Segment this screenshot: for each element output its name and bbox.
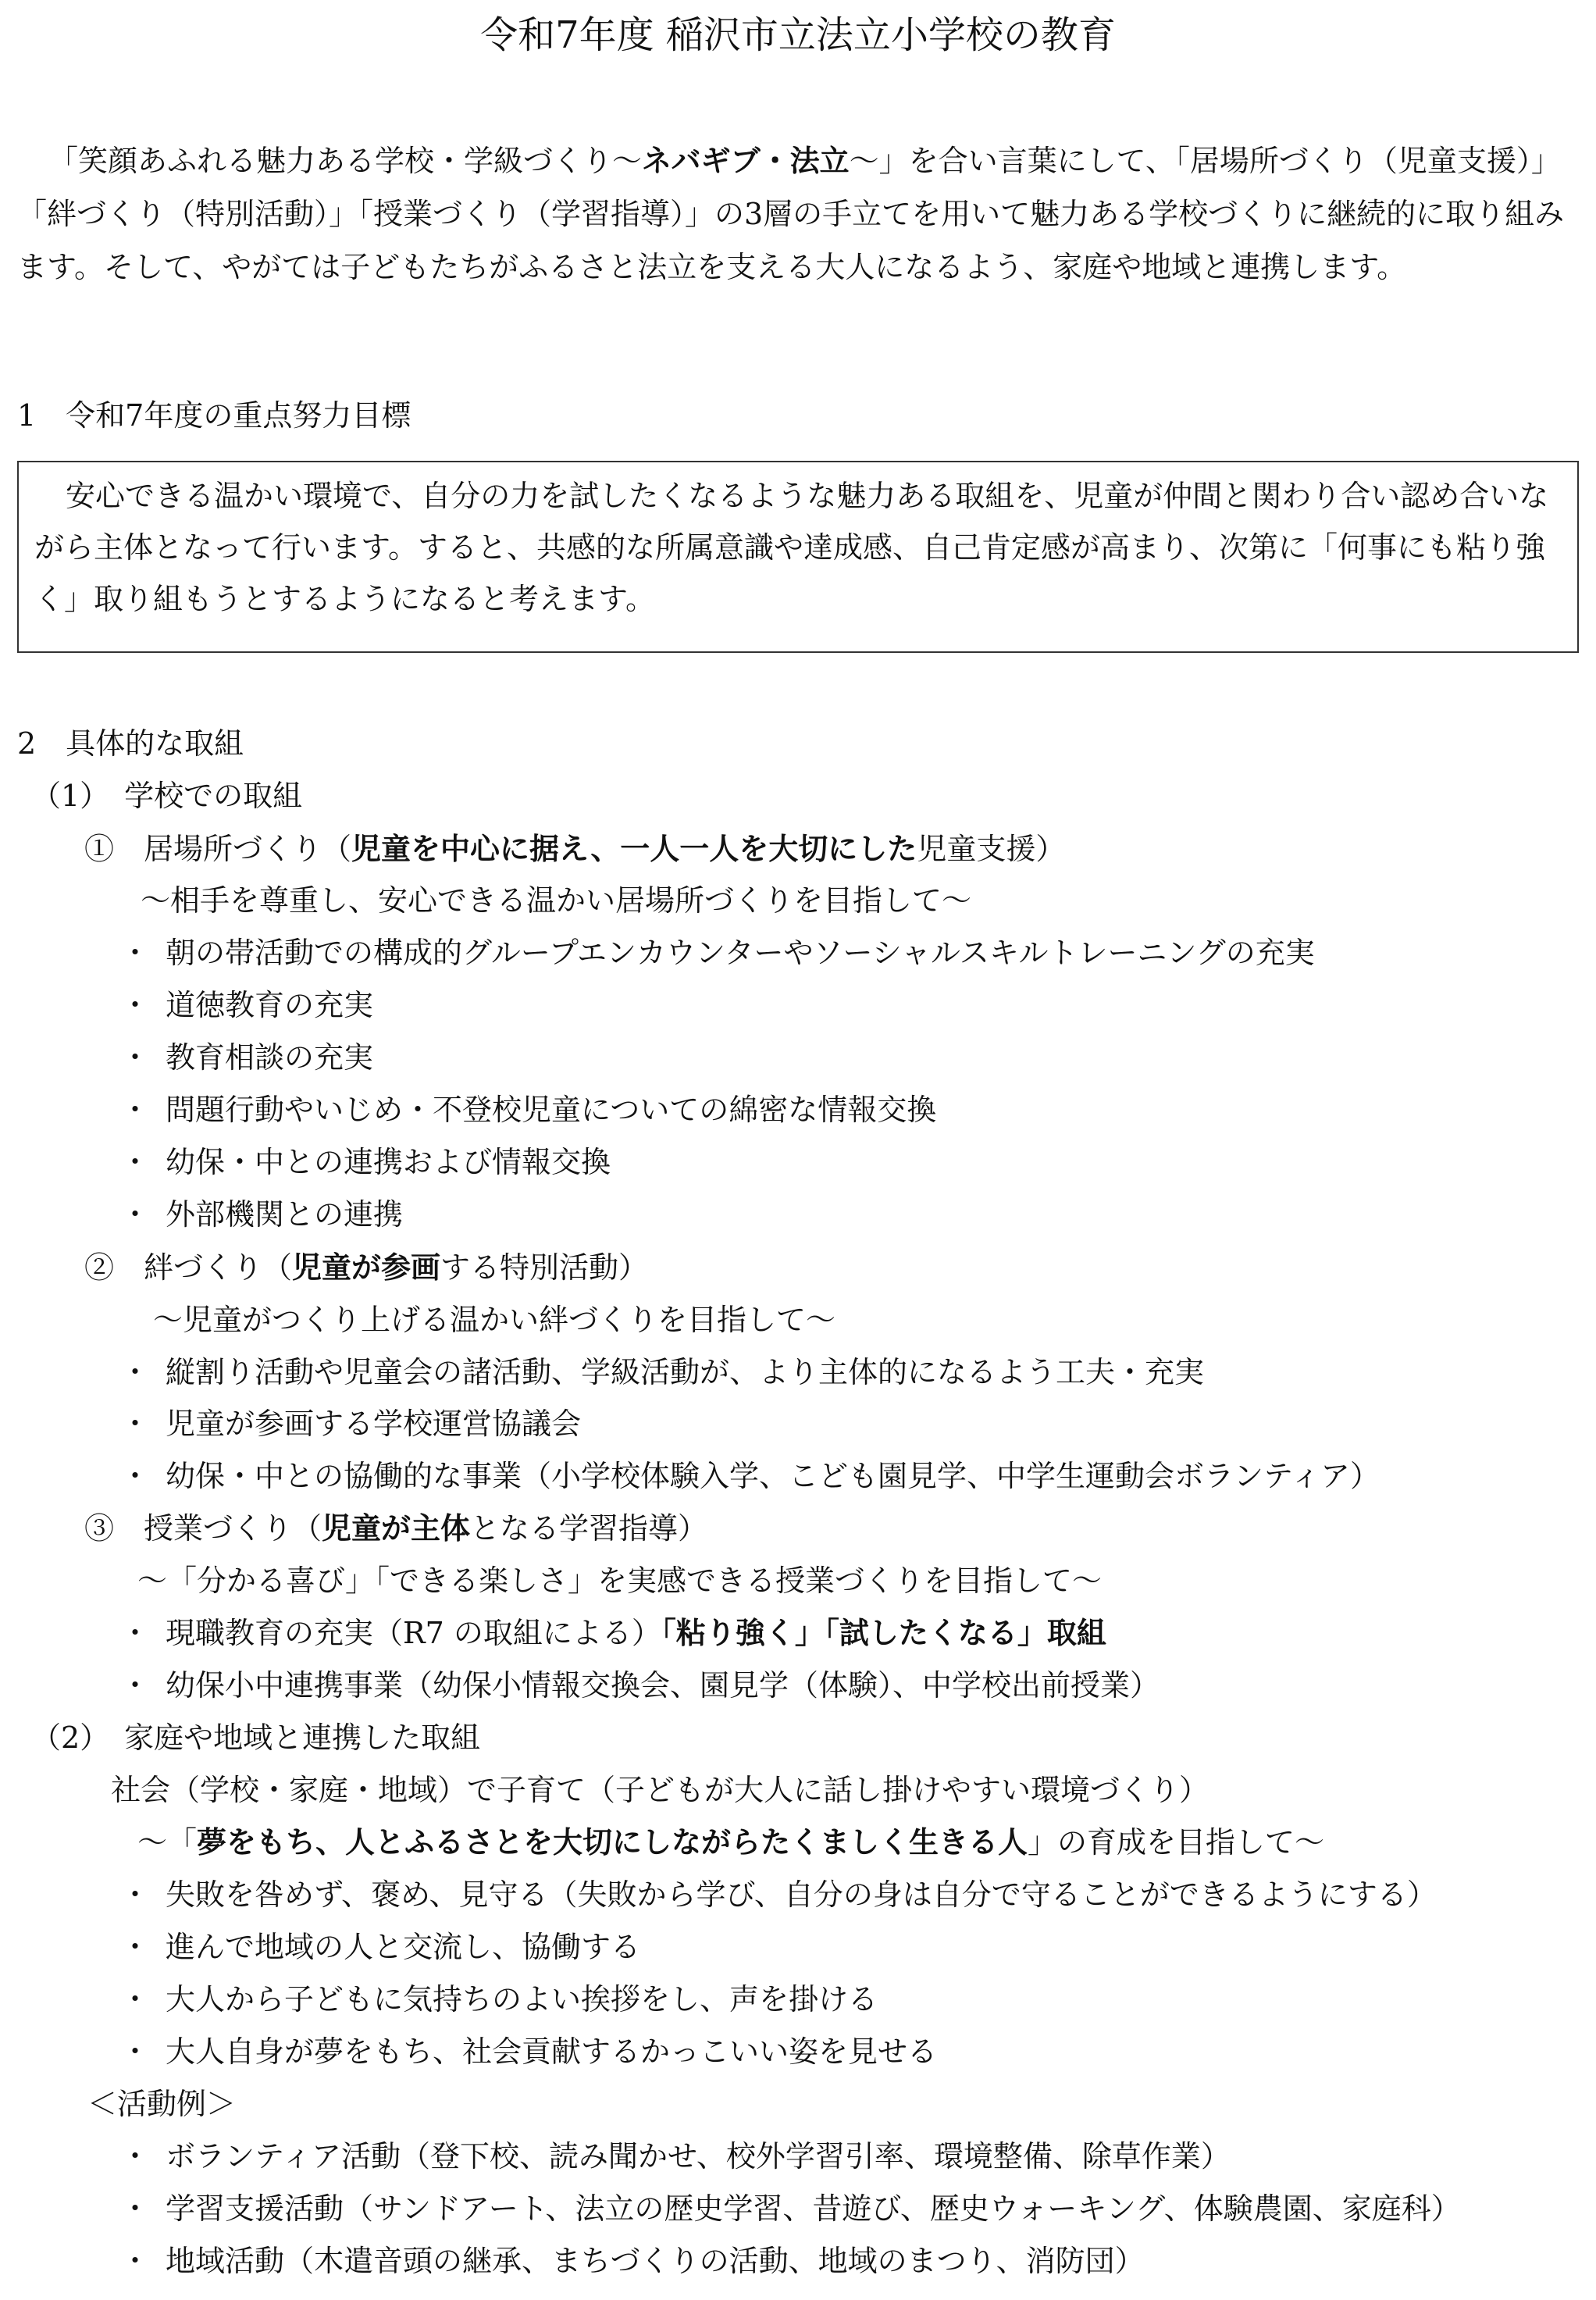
list-item [120,1037,373,1078]
bullet-mark: ・ [120,1093,151,1127]
list-item-text: 幼保小中連携事業（幼保小情報交換会、園見学（体験）、中学校出前授業） [166,1668,1160,1703]
item-kizuna-tagline: ～児童がつくり上げる温かい絆づくりを目指して～ [153,1303,836,1337]
list-item [120,2188,1461,2229]
list-item-text: 大人自身が夢をもち、社会貢献するかっこいい姿を見せる [166,2034,938,2069]
list-item [120,1874,1437,1915]
list-item-text: 現職教育の充実（R7 の取組による） [166,1616,661,1650]
bullet-mark: ・ [120,1930,151,1964]
community-tagline-emphasis: 夢をもち、人とふるさとを大切にしながらたくましく生きる人 [197,1825,1028,1860]
list-item [120,1927,640,1967]
list-item [120,2241,1145,2281]
list-item-text: 地域活動（木遣音頭の継承、まちづくりの活動、地域のまつり、消防団） [166,2244,1145,2278]
list-item-text: 学習支援活動（サンドアート、法立の歴史学習、昔遊び、歴史ウォーキング、体験農園、家庭科） [166,2191,1461,2226]
list-item [120,1352,1204,1392]
list-item [120,932,1315,973]
item-ibasho-pre: ① 居場所づくり（ [84,832,352,866]
subsection-school-heading: （1） 学校での取組 [31,779,303,813]
list-item [120,2136,1231,2177]
list-item [120,1194,403,1235]
community-tagline-pre: ～「 [137,1825,198,1860]
list-item-text: 教育相談の充実 [166,1040,374,1075]
page-title: 令和7年度 稲沢市立法立小学校の教育 [480,13,1116,57]
list-item [120,1403,581,1444]
list-item [120,1142,611,1182]
section-1-heading: 1 令和7年度の重点努力目標 [17,398,411,433]
intro-text-start: 「笑顔あふれる魅力ある学校・学級づくり～ [48,144,643,178]
item-jugyo-pre: ③ 授業づくり（ [84,1511,322,1546]
community-approach: 社会（学校・家庭・地域）で子育て（子どもが大人に話し掛けやすい環境づくり） [111,1773,1209,1807]
list-item [120,1089,936,1130]
list-item-text: 問題行動やいじめ・不登校児童についての綿密な情報交換 [166,1093,937,1127]
list-item-text: 縦割り活動や児童会の諸活動、学級活動が、より主体的になるよう工夫・充実 [166,1355,1205,1389]
item-ibasho-heading [84,829,1065,869]
intro-text-rest: ～」を合い言葉にして、「居場所づくり（児童支援）」「絆づくり（特別活動）」「授業づくり（学習指導）」の3層の手立てを用いて魅力ある学校づくりに継続的に取り組みます。そして、やがては子どもたちがふるさと法立を支える大人になるよう、家庭や地域と連携します。 [17,144,1565,284]
item-ibasho-post: 児童支援） [917,832,1066,866]
subsection-community-heading: （2） 家庭や地域と連携した取組 [31,1721,481,1755]
bullet-mark: ・ [120,2244,151,2278]
item-kizuna-emphasis: 児童が参画 [292,1250,441,1285]
list-item-emphasis: 「粘り強く」「試したくなる」取組 [661,1616,1106,1650]
community-tagline-post: 」の育成を目指して～ [1028,1825,1325,1860]
item-kizuna-pre: ② 絆づくり（ [84,1250,293,1285]
list-item-text: 失敗を咎めず、褒め、見守る（失敗から学び、自分の身は自分で守ることができるようにする） [166,1877,1437,1912]
bullet-mark: ・ [120,988,151,1022]
bullet-mark: ・ [120,2191,151,2226]
goal-text: 安心できる温かい環境で、自分の力を試したくなるような魅力ある取組を、児童が仲間と関わり合い認め合いながら主体となって行います。すると、共感的な所属意識や達成感、自己肯定感が高まり、次第に「何事にも粘り強く」取り組もうとするようになると考えます。 [34,479,1549,616]
bullet-mark: ・ [120,2139,151,2173]
list-item-text: 道徳教育の充実 [166,988,374,1022]
intro-paragraph [17,134,1579,294]
item-jugyo-emphasis: 児童が主体 [322,1511,471,1546]
list-item-text: 幼保・中との協働的な事業（小学校体験入学、こども園見学、中学生運動会ボランティア） [166,1459,1380,1493]
list-item [120,1613,1106,1653]
community-tagline [137,1822,1324,1863]
item-ibasho-emphasis: 児童を中心に据え、一人一人を大切にした [351,832,917,866]
list-item [120,2031,937,2072]
item-jugyo-tagline: ～「分かる喜び」「できる楽しさ」を実感できる授業づくりを目指して～ [137,1564,1103,1598]
bullet-mark: ・ [120,1407,151,1441]
list-item-text: 朝の帯活動での構成的グループエンカウンターやソーシャルスキルトレーニングの充実 [166,936,1315,970]
bullet-mark: ・ [120,1197,151,1232]
list-item-text: ボランティア活動（登下校、読み聞かせ、校外学習引率、環境整備、除草作業） [166,2139,1231,2173]
examples-heading: ＜活動例＞ [87,2087,237,2121]
bullet-mark: ・ [120,1459,151,1493]
bullet-mark: ・ [120,1877,151,1912]
section-2-heading: 2 具体的な取組 [17,726,244,761]
bullet-mark: ・ [120,1145,151,1179]
item-kizuna-post: する特別活動） [440,1250,649,1285]
goal-box [17,461,1579,653]
list-item-text: 大人から子どもに気持ちのよい挨拶をし、声を掛ける [166,1982,878,2017]
item-kizuna-heading [84,1247,648,1288]
item-ibasho-tagline: ～相手を尊重し、安心できる温かい居場所づくりを目指して～ [141,883,972,918]
bullet-mark: ・ [120,1668,151,1703]
list-item [120,1979,878,2020]
list-item [120,1665,1160,1706]
list-item [120,1456,1380,1496]
list-item-text: 外部機関との連携 [166,1197,404,1232]
list-item-text: 幼保・中との連携および情報交換 [166,1145,611,1179]
bullet-mark: ・ [120,1616,151,1650]
item-jugyo-post: となる学習指導） [470,1511,708,1546]
list-item [120,985,373,1025]
bullet-mark: ・ [120,1040,151,1075]
list-item-text: 進んで地域の人と交流し、協働する [166,1930,641,1964]
intro-motto: ネバギブ・法立 [642,144,850,178]
item-jugyo-heading [84,1508,707,1549]
bullet-mark: ・ [120,1355,151,1389]
bullet-mark: ・ [120,936,151,970]
bullet-mark: ・ [120,2034,151,2069]
list-item-text: 児童が参画する学校運営協議会 [166,1407,582,1441]
bullet-mark: ・ [120,1982,151,2017]
